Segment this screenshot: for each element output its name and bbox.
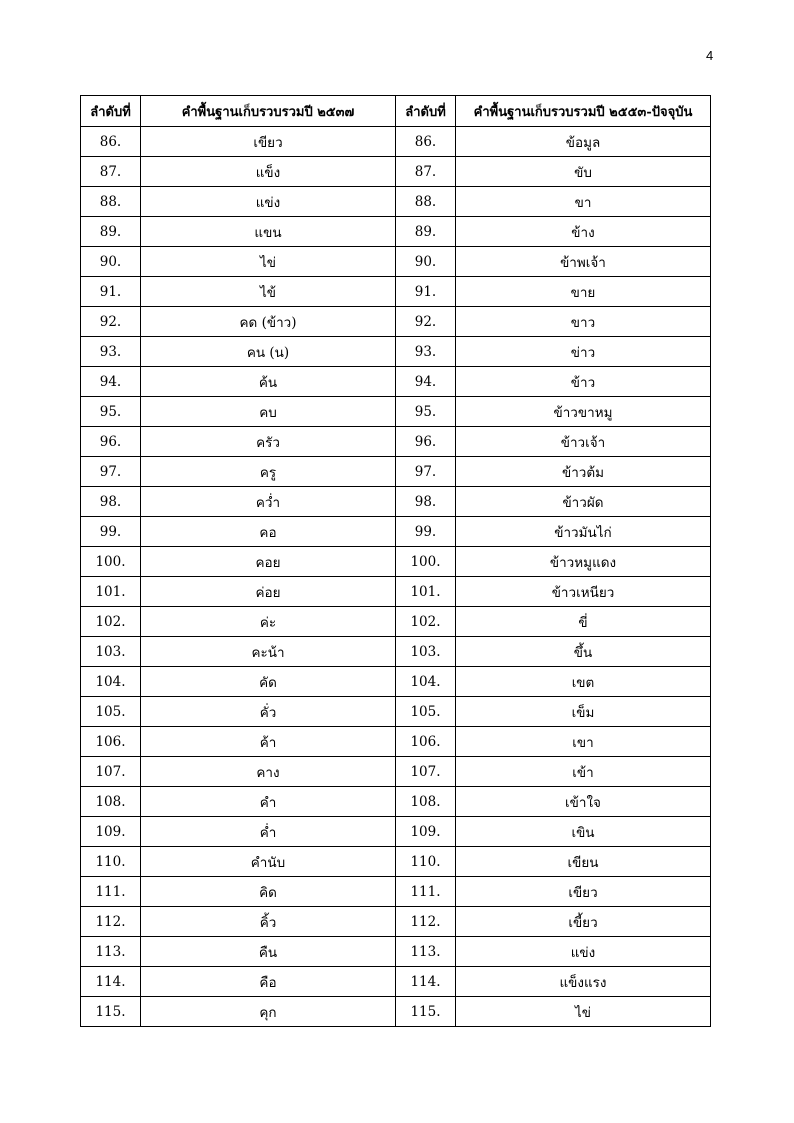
row-word-2537: คน (น) xyxy=(141,337,396,367)
row-order-1: 103. xyxy=(81,637,141,667)
row-word-2553: เขต xyxy=(456,667,711,697)
row-word-2537: ไข้ xyxy=(141,277,396,307)
row-word-2553: ข้าวหมูแดง xyxy=(456,547,711,577)
row-order-1: 90. xyxy=(81,247,141,277)
row-word-2537: ค่ะ xyxy=(141,607,396,637)
row-word-2537: คาง xyxy=(141,757,396,787)
row-order-2: 86. xyxy=(396,127,456,157)
row-order-2: 91. xyxy=(396,277,456,307)
row-word-2537: เขียว xyxy=(141,127,396,157)
row-order-1: 107. xyxy=(81,757,141,787)
row-word-2553: เข้า xyxy=(456,757,711,787)
row-order-1: 115. xyxy=(81,997,141,1027)
row-order-1: 108. xyxy=(81,787,141,817)
row-order-2: 109. xyxy=(396,817,456,847)
table-row xyxy=(81,367,711,397)
row-word-2553: ขี่ xyxy=(456,607,711,637)
row-word-2537: คอย xyxy=(141,547,396,577)
row-word-2537: ครู xyxy=(141,457,396,487)
row-word-2537: ค่อย xyxy=(141,577,396,607)
row-word-2553: เขียน xyxy=(456,847,711,877)
table-row xyxy=(81,757,711,787)
row-word-2537: ค้า xyxy=(141,727,396,757)
table-row xyxy=(81,487,711,517)
row-order-2: 95. xyxy=(396,397,456,427)
row-order-1: 109. xyxy=(81,817,141,847)
row-order-1: 110. xyxy=(81,847,141,877)
row-order-1: 106. xyxy=(81,727,141,757)
table-row xyxy=(81,667,711,697)
table-row xyxy=(81,607,711,637)
row-order-2: 90. xyxy=(396,247,456,277)
row-order-2: 111. xyxy=(396,877,456,907)
row-order-2: 112. xyxy=(396,907,456,937)
table-row xyxy=(81,727,711,757)
row-order-1: 91. xyxy=(81,277,141,307)
row-order-2: 104. xyxy=(396,667,456,697)
row-order-1: 93. xyxy=(81,337,141,367)
row-word-2537: คิด xyxy=(141,877,396,907)
row-order-1: 96. xyxy=(81,427,141,457)
table-row xyxy=(81,157,711,187)
table-row xyxy=(81,577,711,607)
row-word-2553: ข้าพเจ้า xyxy=(456,247,711,277)
row-order-1: 94. xyxy=(81,367,141,397)
row-order-2: 103. xyxy=(396,637,456,667)
row-word-2537: คะน้า xyxy=(141,637,396,667)
row-word-2553: ขึ้น xyxy=(456,637,711,667)
row-order-2: 87. xyxy=(396,157,456,187)
row-word-2553: ข้าว xyxy=(456,367,711,397)
row-word-2553: ขับ xyxy=(456,157,711,187)
row-word-2553: เขี้ยว xyxy=(456,907,711,937)
row-order-1: 114. xyxy=(81,967,141,997)
row-word-2537: คอ xyxy=(141,517,396,547)
row-order-2: 105. xyxy=(396,697,456,727)
row-order-1: 100. xyxy=(81,547,141,577)
row-word-2553: ขาย xyxy=(456,277,711,307)
row-word-2537: คุก xyxy=(141,997,396,1027)
row-word-2553: เข้าใจ xyxy=(456,787,711,817)
row-order-2: 114. xyxy=(396,967,456,997)
row-word-2553: เขา xyxy=(456,727,711,757)
table-row xyxy=(81,847,711,877)
row-word-2553: เขิน xyxy=(456,817,711,847)
row-order-1: 111. xyxy=(81,877,141,907)
row-word-2537: ไข่ xyxy=(141,247,396,277)
row-order-1: 88. xyxy=(81,187,141,217)
row-word-2553: แข็งแรง xyxy=(456,967,711,997)
table-row xyxy=(81,337,711,367)
table-row xyxy=(81,547,711,577)
row-order-2: 97. xyxy=(396,457,456,487)
table-row xyxy=(81,217,711,247)
row-word-2537: ครัว xyxy=(141,427,396,457)
vocabulary-table xyxy=(80,95,711,1027)
row-order-2: 107. xyxy=(396,757,456,787)
row-word-2537: แขน xyxy=(141,217,396,247)
row-word-2553: ข้อมูล xyxy=(456,127,711,157)
row-order-2: 99. xyxy=(396,517,456,547)
row-order-1: 99. xyxy=(81,517,141,547)
header-words-2553-present: คำพื้นฐานเก็บรวบรวมปี ๒๕๕๓-ปัจจุบัน xyxy=(456,96,711,127)
row-word-2537: คัด xyxy=(141,667,396,697)
row-order-2: 92. xyxy=(396,307,456,337)
row-word-2537: แข็ง xyxy=(141,157,396,187)
row-order-2: 115. xyxy=(396,997,456,1027)
row-word-2537: คบ xyxy=(141,397,396,427)
row-order-1: 113. xyxy=(81,937,141,967)
row-order-1: 87. xyxy=(81,157,141,187)
table-header-row xyxy=(81,96,711,127)
row-order-1: 92. xyxy=(81,307,141,337)
row-order-1: 95. xyxy=(81,397,141,427)
row-word-2537: คว่ำ xyxy=(141,487,396,517)
table-row xyxy=(81,937,711,967)
row-order-1: 98. xyxy=(81,487,141,517)
row-word-2553: เข็ม xyxy=(456,697,711,727)
row-order-1: 101. xyxy=(81,577,141,607)
row-order-2: 88. xyxy=(396,187,456,217)
row-order-2: 93. xyxy=(396,337,456,367)
table-row xyxy=(81,787,711,817)
row-word-2537: ค่ำ xyxy=(141,817,396,847)
row-order-2: 106. xyxy=(396,727,456,757)
table-row xyxy=(81,967,711,997)
table-row xyxy=(81,697,711,727)
table-row xyxy=(81,817,711,847)
row-order-2: 110. xyxy=(396,847,456,877)
row-word-2553: ข้าวเหนียว xyxy=(456,577,711,607)
table-row xyxy=(81,637,711,667)
row-word-2537: แข่ง xyxy=(141,187,396,217)
row-order-1: 102. xyxy=(81,607,141,637)
row-order-1: 97. xyxy=(81,457,141,487)
page-number: 4 xyxy=(706,48,714,63)
row-word-2553: ขาว xyxy=(456,307,711,337)
row-word-2537: ค้น xyxy=(141,367,396,397)
table-row xyxy=(81,997,711,1027)
row-word-2553: เขียว xyxy=(456,877,711,907)
row-order-2: 100. xyxy=(396,547,456,577)
row-order-2: 96. xyxy=(396,427,456,457)
table-row xyxy=(81,427,711,457)
row-word-2537: คืน xyxy=(141,937,396,967)
row-word-2537: คำ xyxy=(141,787,396,817)
table-row xyxy=(81,457,711,487)
row-order-1: 112. xyxy=(81,907,141,937)
row-word-2553: ไข่ xyxy=(456,997,711,1027)
row-word-2553: ขา xyxy=(456,187,711,217)
row-order-2: 101. xyxy=(396,577,456,607)
row-order-1: 105. xyxy=(81,697,141,727)
row-order-1: 86. xyxy=(81,127,141,157)
table-row xyxy=(81,907,711,937)
row-order-2: 108. xyxy=(396,787,456,817)
row-order-1: 89. xyxy=(81,217,141,247)
row-word-2537: คือ xyxy=(141,967,396,997)
row-word-2537: คด (ข้าว) xyxy=(141,307,396,337)
table-body xyxy=(81,127,711,1027)
row-order-2: 113. xyxy=(396,937,456,967)
table-row xyxy=(81,877,711,907)
row-order-1: 104. xyxy=(81,667,141,697)
table-row xyxy=(81,277,711,307)
row-word-2553: ข้าวขาหมู xyxy=(456,397,711,427)
header-order-2: ลำดับที่ xyxy=(396,96,456,127)
row-word-2537: คิ้ว xyxy=(141,907,396,937)
table-row xyxy=(81,247,711,277)
row-word-2537: คั่ว xyxy=(141,697,396,727)
row-order-2: 102. xyxy=(396,607,456,637)
table-row xyxy=(81,127,711,157)
header-order-1: ลำดับที่ xyxy=(81,96,141,127)
row-order-2: 89. xyxy=(396,217,456,247)
row-word-2553: ข้าวเจ้า xyxy=(456,427,711,457)
row-word-2553: ข้าวมันไก่ xyxy=(456,517,711,547)
row-word-2553: ข้าวต้ม xyxy=(456,457,711,487)
row-order-2: 94. xyxy=(396,367,456,397)
row-word-2537: คำนับ xyxy=(141,847,396,877)
table-row xyxy=(81,517,711,547)
row-word-2553: ข้าวผัด xyxy=(456,487,711,517)
row-word-2553: แข่ง xyxy=(456,937,711,967)
row-word-2553: ข้าง xyxy=(456,217,711,247)
table-row xyxy=(81,397,711,427)
table-row xyxy=(81,307,711,337)
row-order-2: 98. xyxy=(396,487,456,517)
table-row xyxy=(81,187,711,217)
header-words-2537: คำพื้นฐานเก็บรวบรวมปี ๒๕๓๗ xyxy=(141,96,396,127)
row-word-2553: ข่าว xyxy=(456,337,711,367)
